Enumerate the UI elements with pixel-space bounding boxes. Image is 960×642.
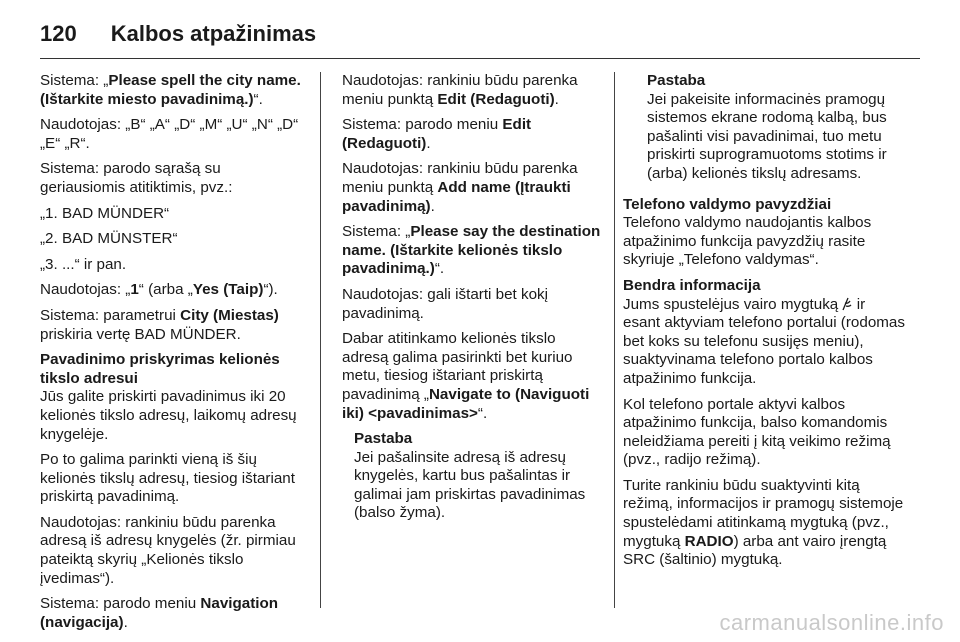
page-title: Kalbos atpažinimas	[110, 21, 317, 46]
paragraph: Turite rankiniu būdu suaktyvinti kitą režimą, informacijos ir pramogų sistemoje spustelėdami atitinkamą mygtuką (pvz., mygtuką RADIO) arba ant vairo įrengtą SRC (šaltinio) mygtuką.	[623, 476, 904, 569]
section-heading: Bendra informacija	[623, 276, 761, 294]
paragraph: Dabar atitinkamo kelionės tikslo adresą galima pasirinkti bet kuriuo metu, tiesiog ištariant priskirtą pavadinimą „Navigate to (Naviguoti iki) <pavadinimas>“.	[342, 330, 590, 422]
paragraph: Naudotojas: „B“ „A“ „D“ „M“ „U“ „N“ „D“ „E“ „R“.	[40, 116, 299, 152]
paragraph: Sistema: parodo sąrašą su geriausiomis atitiktimis, pvz.:	[40, 160, 233, 196]
note-title: Pastaba	[354, 430, 413, 448]
section-heading: Telefono valdymo pavyzdžiai	[623, 195, 832, 213]
paragraph: „2. BAD MÜNSTER“	[40, 230, 178, 248]
paragraph: Sistema: parametrui City (Miestas) priskiria vertę BAD MÜNDER.	[40, 306, 279, 343]
paragraph: Sistema: „Please spell the city name. (Ištarkite miesto pavadinimą.)“.	[40, 72, 301, 108]
paragraph: Sistema: parodo meniu Navigation (navigacija).	[40, 595, 279, 631]
note-box	[342, 430, 604, 523]
watermark: carmanualsonline.info	[719, 610, 944, 635]
paragraph: Naudotojas: rankiniu būdu parenka meniu punktą Edit (Redaguoti).	[342, 72, 578, 108]
column-2	[342, 72, 604, 530]
paragraph: Sistema: „Please say the destination name. (Ištarkite kelionės tikslo pavadinimą.)“.	[342, 223, 601, 278]
section-heading: Pavadinimo priskyrimas kelionės tikslo adresui	[40, 351, 280, 387]
column-1	[40, 72, 310, 639]
note-box	[623, 72, 905, 184]
paragraph: Telefono valdymo naudojantis kalbos atpažinimo funkcija pavyzdžių rasite skyriuje „Telefono valdymas“.	[623, 214, 872, 269]
page-number: 120	[40, 21, 77, 46]
note-title: Pastaba	[647, 72, 706, 89]
paragraph: Jums spustelėjus vairo mygtuką ir esant aktyviam telefono portalui (rodomas bet koks su telefonu susijęs meniu), suaktyvinama telefono portalo kalbos atpažinimo funkcija.	[623, 295, 905, 387]
note-text: Jei pakeisite informacinės pramogų sistemos ekrane rodomą kalbą, bus pašalinti visi pavadinimai, tuo metu priskirti suprogramuotoms stotims ir (arba) kelionės tikslų adresams.	[647, 90, 887, 182]
steering-voice-button-icon	[842, 297, 852, 311]
page-header	[40, 14, 316, 54]
column-divider-1	[320, 72, 321, 608]
column-divider-2	[614, 72, 615, 608]
paragraph: „3. ...“ ir pan.	[40, 255, 127, 273]
paragraph: Naudotojas: gali ištarti bet kokį pavadinimą.	[342, 285, 548, 322]
paragraph: Sistema: parodo meniu Edit (Redaguoti).	[342, 116, 532, 152]
paragraph: Naudotojas: rankiniu būdu parenka meniu punktą Add name (Įtraukti pavadinimą).	[342, 160, 578, 215]
note-text: Jei pašalinsite adresą iš adresų knygelės, kartu bus pašalintas ir galimai jam priskirtas pavadinimas (balso žyma).	[354, 448, 586, 522]
paragraph: Kol telefono portale aktyvi kalbos atpažinimo funkcija, balso komandomis neleidžiama pereiti į kitą veikimo režimą (pvz., radijo režimą).	[623, 395, 891, 469]
column-3	[623, 72, 905, 577]
paragraph: „1. BAD MÜNDER“	[40, 204, 170, 222]
paragraph: Naudotojas: rankiniu būdu parenka adresą iš adresų knygelės (žr. pirmiau pateiktą skyrių „Kelionės tikslo įvedimas“).	[40, 513, 296, 587]
header-rule	[40, 58, 920, 59]
paragraph: Jūs galite priskirti pavadinimus iki 20 kelionės tikslo adresų, laikomų adresų knygelėje.	[40, 388, 297, 443]
paragraph: Naudotojas: „1“ (arba „Yes (Taip)“).	[40, 281, 278, 299]
paragraph: Po to galima parinkti vieną iš šių kelionės tikslų adresų, tiesiog ištariant priskirtą pavadinimą.	[40, 451, 295, 506]
